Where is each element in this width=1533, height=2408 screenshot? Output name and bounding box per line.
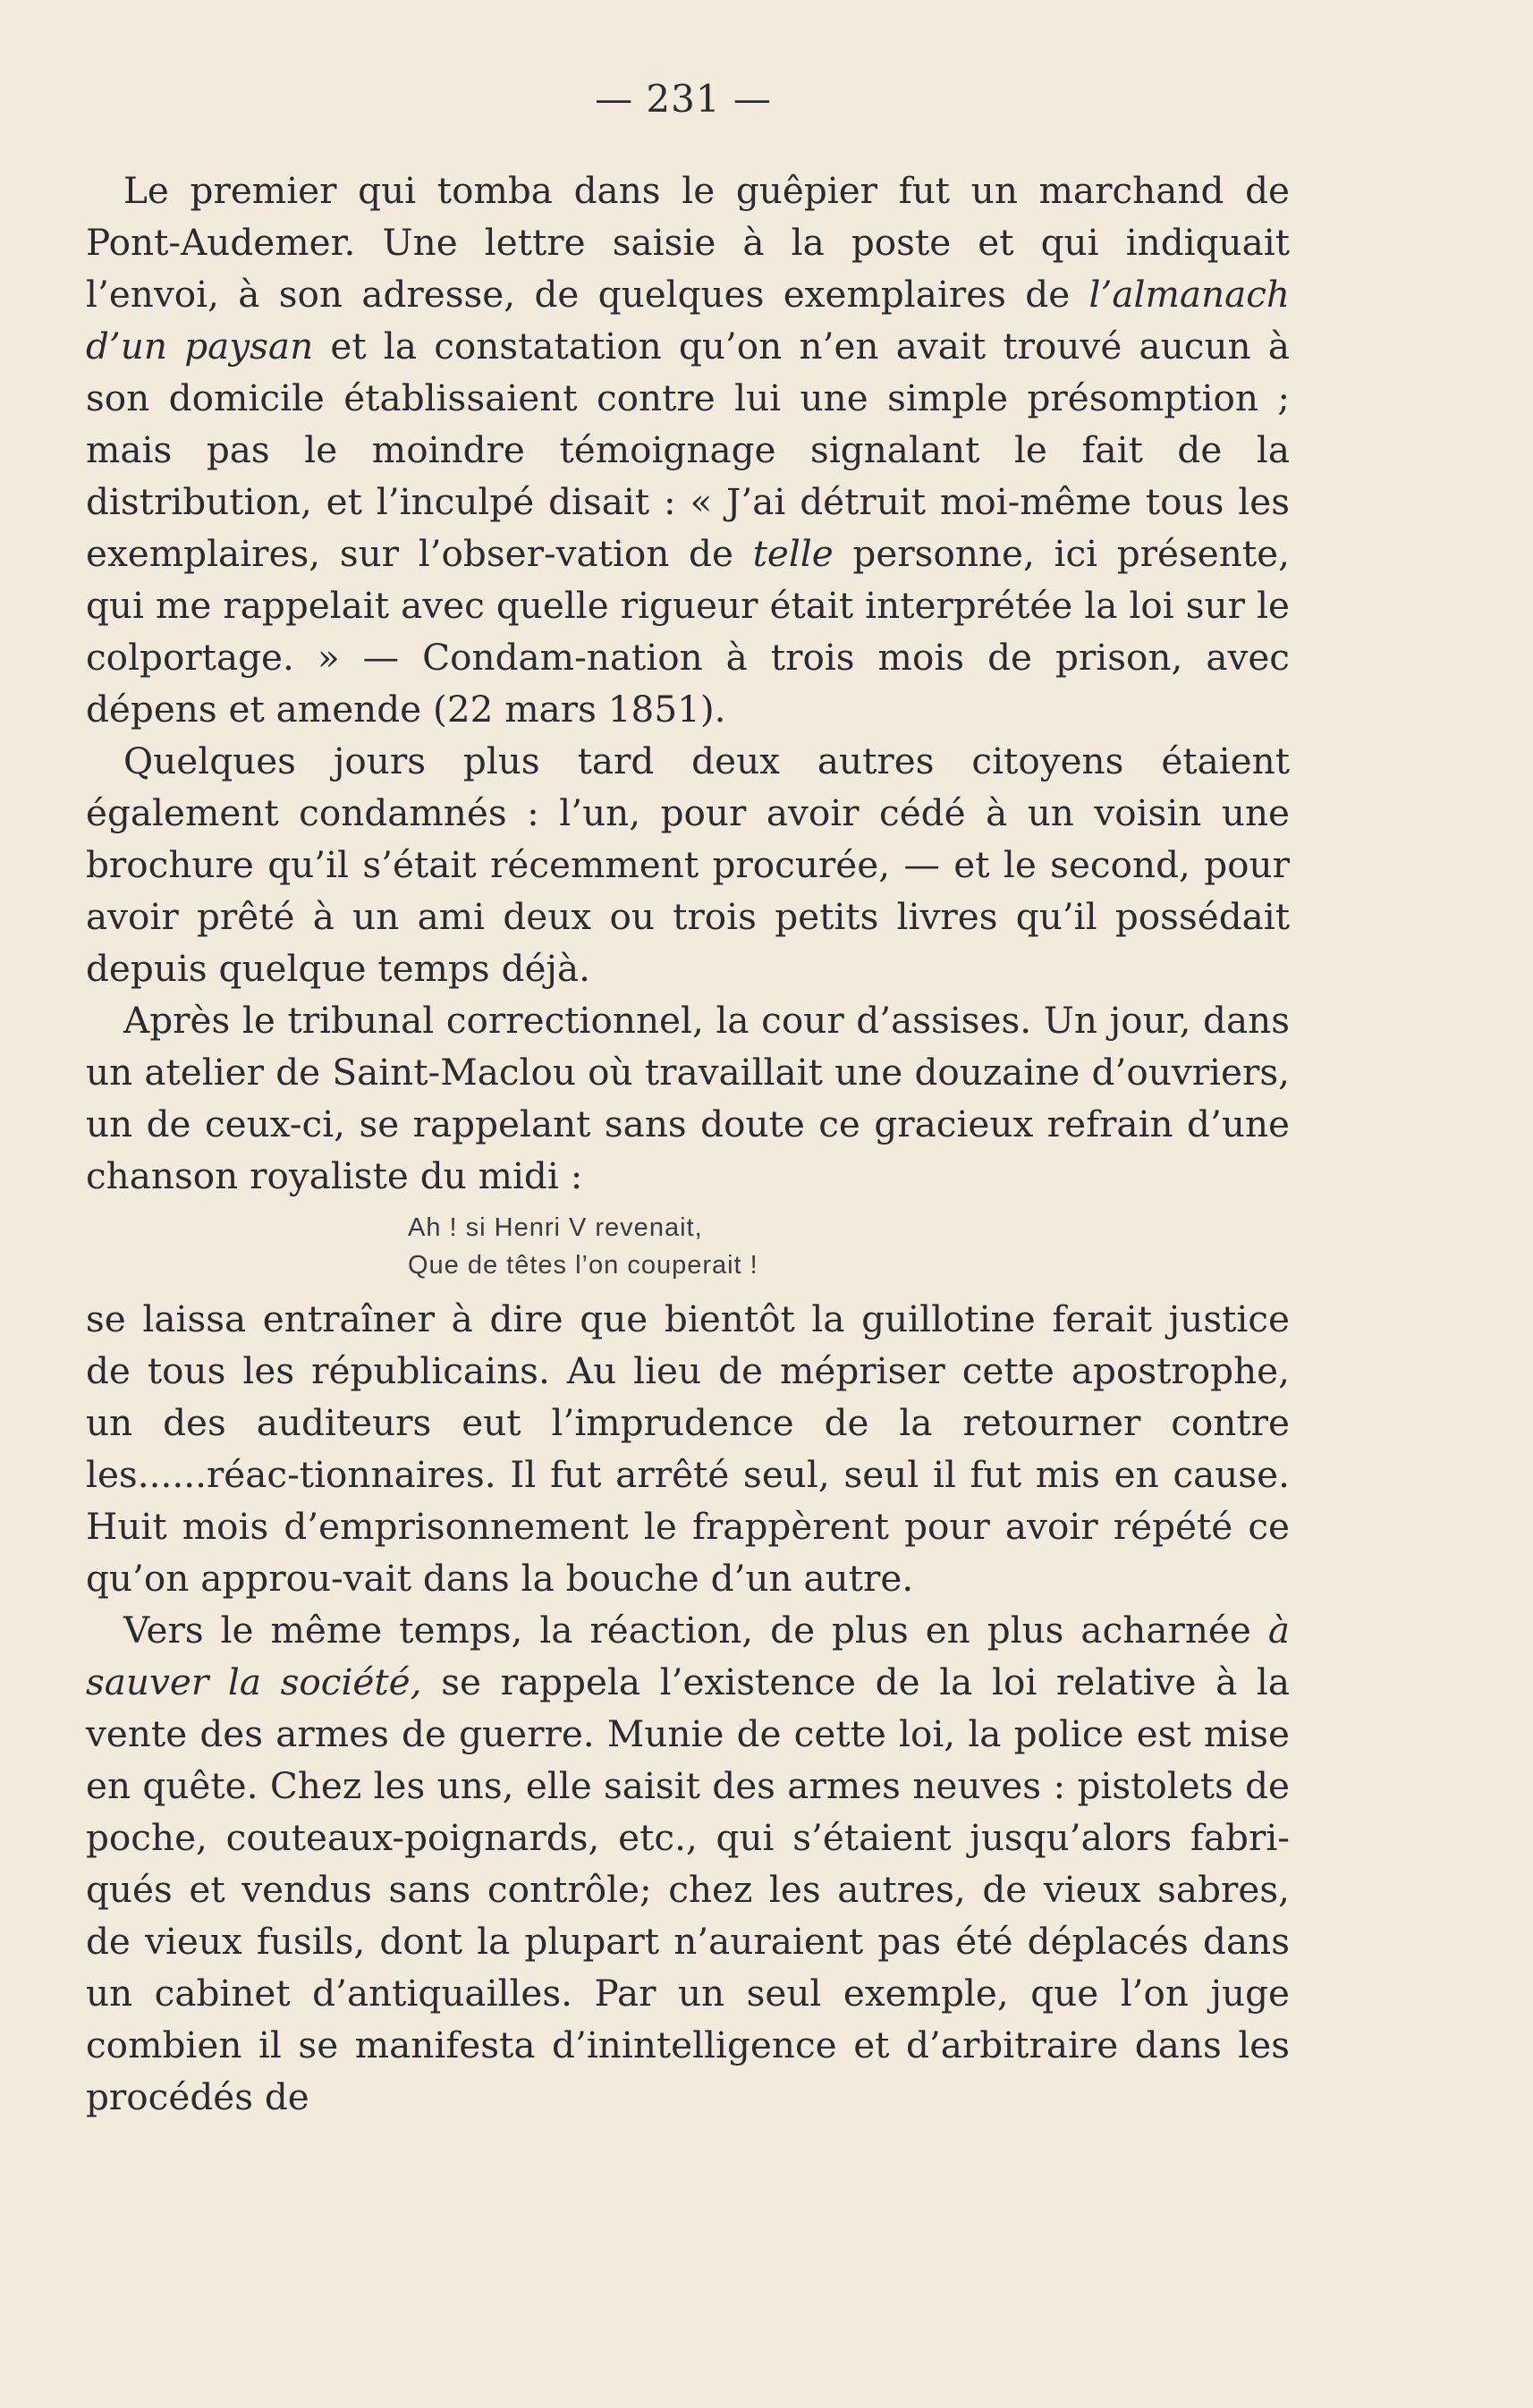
verse-line-2: Que de têtes l’on couperait ! bbox=[408, 1251, 758, 1280]
paragraph-text: Le premier qui tomba dans le guêpier fut un marchand de Pont-Audemer. Une lettre saisie à la poste et qui indiquait l’envoi, à son adresse, de quelques exemplaires de bbox=[86, 169, 1290, 316]
italic-title: l’almanach d’un paysan bbox=[86, 273, 1290, 368]
paragraph-text: Vers le même temps, la réaction, de plus en plus acharnée bbox=[123, 1609, 1268, 1652]
page-number: — 231 — bbox=[595, 77, 772, 121]
body-text bbox=[86, 165, 1290, 2123]
italic-word: telle bbox=[752, 532, 834, 575]
paragraph-text: se rappela l’existence de la loi relative à la vente des armes de guerre. Munie de cette loi, la police est mise en quête. Chez les uns, elle saisit des armes neuves : pistolets de poche, couteaux-poignards, etc., qui s’étaient jusqu’alors fabri-qués et vendus sans contrôle; chez les autres, de vieux sabres, de vieux fusils, dont la plupart n’auraient pas été déplacés dans un cabinet d’antiquailles. Par un seul exemple, que l’on juge combien il se manifesta d’inintelligence et d’arbitraire dans les procédés de bbox=[86, 1660, 1290, 2118]
italic-phrase: à sauver la société, bbox=[86, 1609, 1290, 1703]
verse-line-1: Ah ! si Henri V revenait, bbox=[408, 1213, 703, 1242]
paragraph-guillotine: se laissa entraîner à dire que bientôt la guillotine ferait justice de tous les républicains. Au lieu de mépriser cette apostrophe, un des auditeurs eut l’imprudence de la retourner contre les......réac-tionnaires. Il fut arrêté seul, seul il fut mis en cause. Huit mois d’emprisonnement le frappèrent pour avoir répété ce qu’on approu-vait dans la bouche d’un autre. bbox=[86, 1297, 1290, 1600]
verse-quote bbox=[86, 1209, 1290, 1284]
paragraph-cour-assises: Après le tribunal correctionnel, la cour d’assises. Un jour, dans un atelier de Saint-Maclou où travaillait une douzaine d’ouvriers, un de ceux-ci, se rappelant sans doute ce gracieux refrain d’une chanson royaliste du midi : bbox=[86, 999, 1290, 1197]
paragraph-text: et la constatation qu’on n’en avait trouvé aucun à son domicile établissaient contre lui une simple présomption ; mais pas le moindre témoignage signalant le fait de la distribution, et l’inculpé disait : « J’ai détruit moi-même tous les exemplaires, sur l’obser-vation de bbox=[86, 325, 1291, 575]
paragraph-pont-audemer bbox=[86, 165, 1290, 735]
paragraph-two-citizens: Quelques jours plus tard deux autres citoyens étaient également condamnés : l’un, pour avoir cédé à un voisin une brochure qu’il s’était récemment procurée, — et le second, pour avoir prêté à un ami deux ou trois petits livres qu’il possédait depuis quelque temps déjà. bbox=[86, 739, 1290, 990]
paragraph-armes bbox=[86, 1604, 1290, 2123]
paragraph-text: personne, ici présente, qui me rappelait avec quelle rigueur était interprétée la loi sur le colportage. » — Condam-nation à trois mois de prison, avec dépens et amende (22 mars 1851). bbox=[86, 532, 1290, 731]
